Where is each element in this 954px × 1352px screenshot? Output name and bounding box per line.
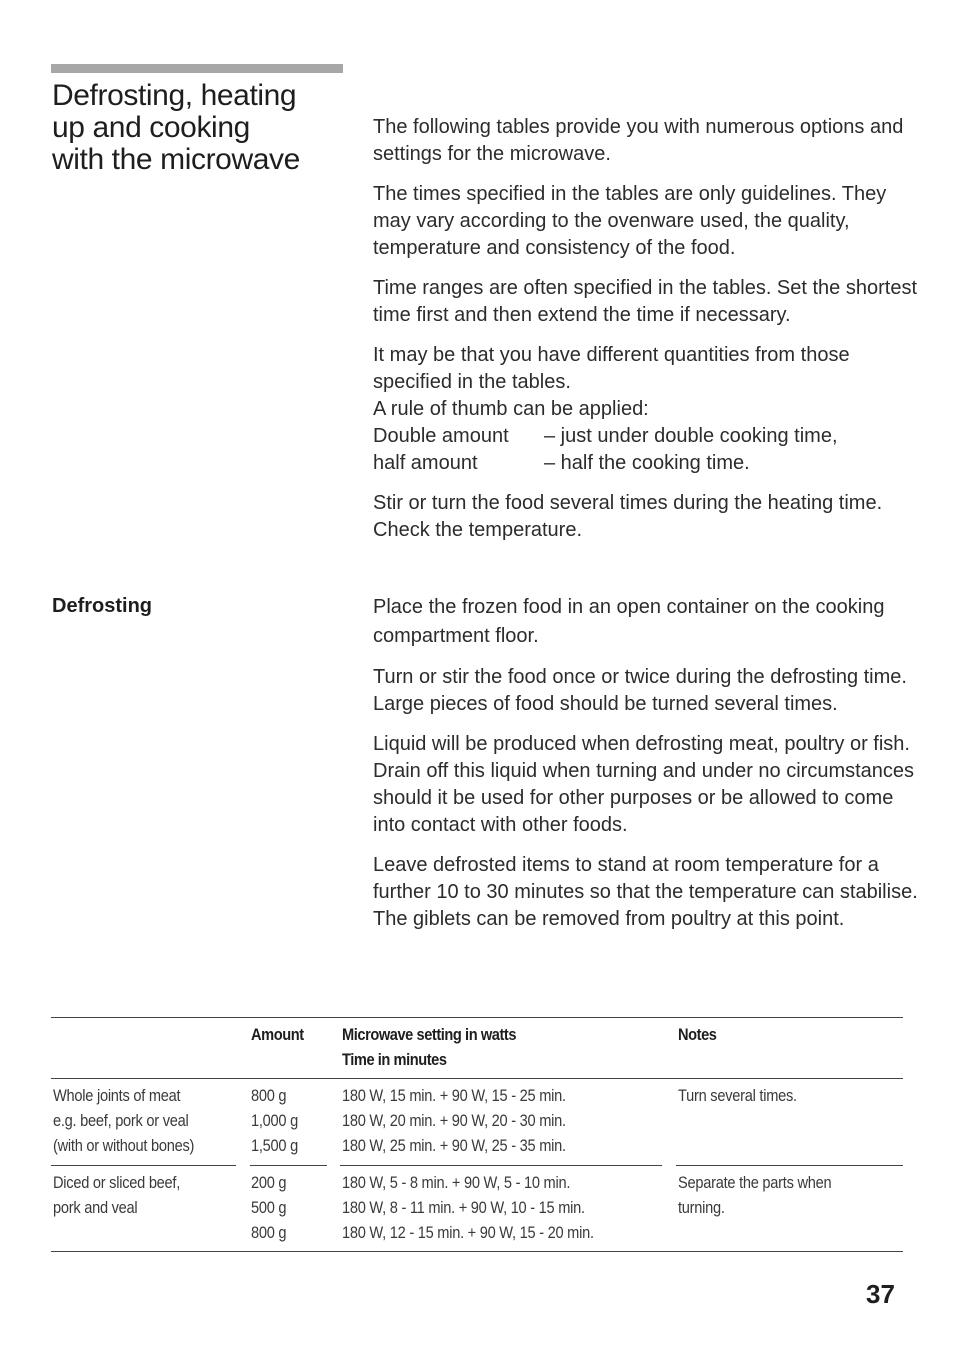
title-accent-bar — [51, 64, 343, 73]
page-title-line: with the microwave — [52, 143, 300, 176]
intro-paragraph: The following tables provide you with numerous options and settings for the microwave. — [373, 116, 904, 165]
page-number: 37 — [866, 1279, 895, 1309]
header-amount: Amount — [251, 1025, 304, 1044]
rule-value: – half the cooking time. — [544, 452, 750, 474]
table-row-amounts: 200 g 500 g 800 g — [251, 1173, 287, 1242]
rule-of-thumb-row — [373, 423, 921, 450]
row-separator — [340, 1165, 662, 1166]
intro-paragraph: A rule of thumb can be applied: — [373, 398, 649, 420]
row-separator — [250, 1165, 327, 1166]
table-row-food: Diced or sliced beef, pork and veal — [53, 1173, 181, 1217]
table-row-settings: 180 W, 5 - 8 min. + 90 W, 5 - 10 min. 180 W, 8 - 11 min. + 90 W, 10 - 15 min. 180 W, 12 - 15 min. + 90 W, 15 - 20 min. — [342, 1173, 594, 1242]
row-separator — [676, 1165, 903, 1166]
table-top-rule — [51, 1017, 903, 1018]
header-setting-line: Microwave setting in watts — [342, 1025, 517, 1044]
page-title — [52, 80, 352, 176]
page-title-line: Defrosting, heating — [52, 79, 297, 112]
intro-paragraph: Time ranges are often specified in the tables. Set the shortest time first and then extend the time if necessary. — [373, 277, 918, 326]
intro-section — [373, 114, 921, 544]
row-separator — [51, 1165, 236, 1166]
rule-value: – just under double cooking time, — [544, 425, 838, 447]
section-heading-defrosting: Defrosting — [52, 595, 152, 617]
rule-of-thumb-row — [373, 450, 921, 477]
header-setting-line: Time in minutes — [342, 1050, 447, 1069]
intro-paragraph: The times specified in the tables are only guidelines. They may vary according to the ovenware used, the quality, temperature and consistency of the food. — [373, 183, 887, 259]
defrosting-paragraph: Liquid will be produced when defrosting meat, poultry or fish. Drain off this liquid when turning and under no circumstances should it be used for other purposes or be allowed to come into contact with other foods. — [373, 733, 915, 836]
rule-key: Double amount — [373, 425, 509, 447]
table-row-notes: Separate the parts when turning. — [678, 1173, 832, 1217]
table-header-rule — [51, 1078, 903, 1079]
table-row-amounts: 800 g 1,000 g 1,500 g — [251, 1086, 298, 1155]
table-row-notes: Turn several times. — [678, 1086, 797, 1105]
table-bottom-rule — [51, 1251, 903, 1252]
defrosting-paragraph: Leave defrosted items to stand at room temperature for a further 10 to 30 minutes so that the temperature can stabilise. The giblets can be removed from poultry at this point. — [373, 854, 918, 930]
header-setting — [342, 1022, 544, 1072]
rule-key: half amount — [373, 452, 478, 474]
defrosting-paragraph: Turn or stir the food once or twice during the defrosting time. Large pieces of food should be turned several times. — [373, 666, 907, 715]
table-row-settings: 180 W, 15 min. + 90 W, 15 - 25 min. 180 W, 20 min. + 90 W, 20 - 30 min. 180 W, 25 min. + 90 W, 25 - 35 min. — [342, 1086, 566, 1155]
table-row-food: Whole joints of meat e.g. beef, pork or veal (with or without bones) — [53, 1086, 195, 1155]
defrosting-section — [373, 593, 921, 933]
header-notes: Notes — [678, 1025, 717, 1044]
intro-paragraph: It may be that you have different quantities from those specified in the tables. — [373, 344, 850, 393]
page-title-line: up and cooking — [52, 111, 250, 144]
defrosting-paragraph: Place the frozen food in an open container on the cooking compartment floor. — [373, 596, 885, 647]
intro-paragraph: Stir or turn the food several times during the heating time. Check the temperature. — [373, 492, 883, 541]
